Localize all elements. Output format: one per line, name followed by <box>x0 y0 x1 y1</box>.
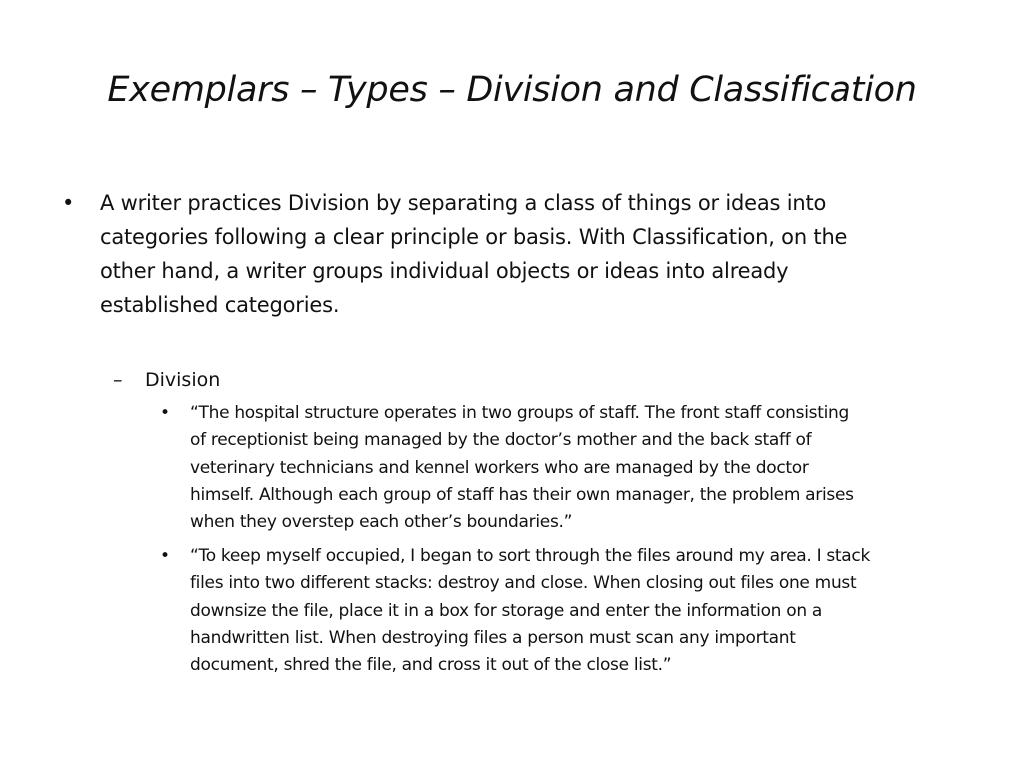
text-line: document, shred the file, and cross it out of the close list.” <box>190 655 672 676</box>
text-line: A writer practices Division by separating a class of things or ideas into <box>100 191 827 215</box>
slide-title: Exemplars – Types – Division and Classification <box>107 70 917 110</box>
bullet-marker: • <box>160 546 171 566</box>
example-quote-1 <box>160 400 980 536</box>
text-line: himself. Although each group of staff has their own manager, the problem arises <box>190 484 854 505</box>
example-quote-text <box>190 400 980 536</box>
main-bullet <box>62 186 962 322</box>
main-bullet-text <box>100 186 962 322</box>
sub-bullet-label: Division <box>145 369 221 391</box>
bullet-marker: • <box>160 403 171 423</box>
example-quote-2 <box>160 543 980 679</box>
bullet-marker: • <box>62 191 75 215</box>
text-line: downsize the file, place it in a box for storage and enter the information on a <box>190 600 823 621</box>
sub-bullet-division <box>113 366 933 394</box>
text-line: when they overstep each other’s boundaries.” <box>190 512 573 533</box>
text-line: other hand, a writer groups individual objects or ideas into already <box>100 259 789 283</box>
text-line: files into two different stacks: destroy and close. When closing out files one must <box>190 573 857 594</box>
text-line: categories following a clear principle or basis. With Classification, on the <box>100 225 848 249</box>
text-line: veterinary technicians and kennel workers who are managed by the doctor <box>190 457 809 478</box>
text-line: established categories. <box>100 293 340 317</box>
dash-marker: – <box>113 369 123 391</box>
text-line: of receptionist being managed by the doctor’s mother and the back staff of <box>190 430 812 451</box>
text-line: handwritten list. When destroying files a person must scan any important <box>190 627 796 648</box>
text-line: “The hospital structure operates in two groups of staff. The front staff consisting <box>190 403 849 423</box>
example-quote-text <box>190 543 980 679</box>
text-line: “To keep myself occupied, I began to sort through the files around my area. I stack <box>190 546 871 566</box>
